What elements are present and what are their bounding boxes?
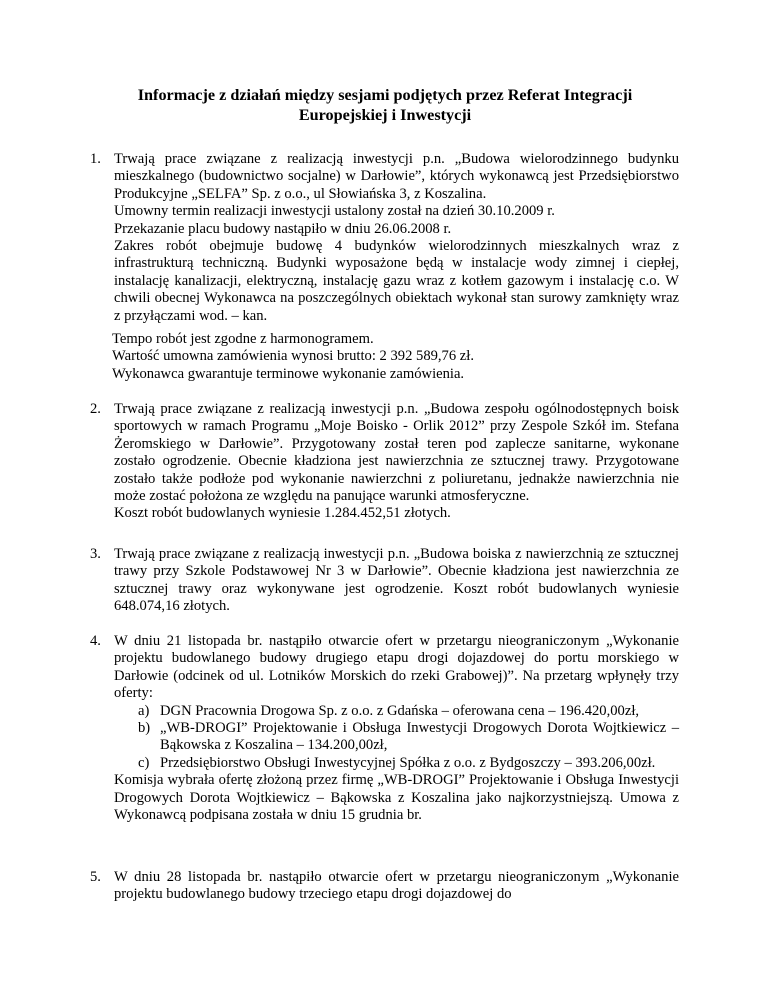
list-item-2 (90, 401, 679, 523)
item-2-description: Trwają prace związane z realizacją inwestycji p.n. „Budowa zespołu ogólnodostępnych boisk sportowych w ramach Programu „Moje Boisko - Orlik 2012” przy Zespole Szkół im. Stefana Żeromskiego w Darłowie”. Przygotowany został teren pod zaplecze sanitarne, wykonane zostało ogrodzenie. Obecnie kładziona jest nawierzchnia ze sztucznej trawy. Przygotowane zostało także podłoże pod wykonanie nawierzchni z poliuretanu, jednakże nawierzchnia nie może zostać położona ze względu na panujące warunki atmosferyczne. (114, 401, 679, 505)
item-1-schedule-note: Tempo robót jest zgodne z harmonogramem. (112, 331, 374, 347)
document-title (90, 85, 680, 125)
offer-a (114, 703, 679, 720)
item-1-scope: Zakres robót obejmuje budowę 4 budynków wielorodzinnych mieszkalnych wraz z infrastrukturą techniczną. Budynki wyposażone będą w instalacje wody zimnej i ciepłej, instalację kanalizacji, elektryczną, instalację gazu wraz z kotłem gazowym i instalację c.o. W chwili obecnej Wykonawca na poszczególnych obiektach wykonał stan surowy zamknięty wraz z przyłączami wod. – kan. (114, 238, 679, 324)
list-item-4 (90, 633, 679, 824)
item-3-description: Trwają prace związane z realizacją inwestycji p.n. „Budowa boiska z nawierzchnią ze sztucznej trawy przy Szkole Podstawowej Nr 3 w Darłowie”. Obecnie kładziona jest nawierzchnia ze sztucznej trawy oraz wykonywane jest ogrodzenie. Koszt robót budowlanych wyniesie 648.074,16 złotych. (114, 546, 679, 615)
list-item-1 (90, 151, 679, 325)
item-number: 5. (90, 869, 101, 885)
offer-label: c) (138, 754, 150, 771)
offer-label: a) (138, 702, 150, 719)
item-1-summary (112, 331, 677, 383)
item-4-description: W dniu 21 listopada br. nastąpiło otwarcie ofert w przetargu nieograniczonym „Wykonanie projektu budowlanego budowy drugiego etapu drogi dojazdowej do portu morskiego w Darłowie (odcinek od ul. Lotników Morskich do rzeki Grabowej)”. Na przetarg wpłynęły trzy oferty: (114, 633, 679, 702)
offer-c (114, 755, 679, 772)
list-item-3 (90, 546, 679, 616)
offer-text: Przedsiębiorstwo Obsługi Inwestycyjnej Spółka z o.o. z Bydgoszczy – 393.206,00zł. (160, 754, 656, 771)
item-1-handover: Przekazanie placu budowy nastąpiło w dniu 26.06.2008 r. (114, 220, 452, 237)
item-1-guarantee: Wykonawca gwarantuje terminowe wykonanie zamówienia. (112, 365, 465, 382)
offer-text: DGN Pracownia Drogowa Sp. z o.o. z Gdańska – oferowana cena – 196.420,00zł, (160, 702, 640, 719)
list-item-5 (90, 869, 679, 904)
item-1-contract-value: Wartość umowna zamówienia wynosi brutto: 2 392 589,76 zł. (112, 348, 474, 365)
item-number: 4. (90, 633, 101, 649)
offer-b (114, 720, 679, 755)
item-number: 2. (90, 401, 101, 417)
title-line-2: Europejskiej i Inwestycji (298, 106, 472, 124)
offer-label: b) (138, 720, 151, 737)
offer-text: „WB-DROGI” Projektowanie i Obsługa Inwestycji Drogowych Dorota Wojtkiewicz – Bąkowska z Koszalina – 134.200,00zł, (160, 720, 679, 754)
item-5-description: W dniu 28 listopada br. nastąpiło otwarcie ofert w przetargu nieograniczonym „Wykonanie projektu budowlanego budowy trzeciego etapu drogi dojazdowej do (114, 869, 679, 903)
item-2-cost: Koszt robót budowlanych wyniesie 1.284.452,51 złotych. (114, 505, 451, 522)
item-number: 1. (90, 151, 101, 167)
item-number: 3. (90, 546, 101, 562)
item-4-decision: Komisja wybrała ofertę złożoną przez firmę „WB-DROGI” Projektowanie i Obsługa Inwestycji Drogowych Dorota Wojtkiewicz – Bąkowska z Koszalina jako najkorzystniejszą. Umowa z Wykonawcą podpisana została w dniu 15 grudnia br. (114, 772, 679, 824)
item-1-intro: Trwają prace związane z realizacją inwestycji p.n. „Budowa wielorodzinnego budynku mieszkalnego (budownictwo socjalne) w Darłowie”, których wykonawcą jest Przedsiębiorstwo Produkcyjne „SELFA” Sp. z o.o., ul Słowiańska 3, z Koszalina. (114, 151, 679, 202)
title-line-1: Informacje z działań między sesjami podjętych przez Referat Integracji (137, 86, 633, 104)
item-1-deadline: Umowny termin realizacji inwestycji ustalony został na dzień 30.10.2009 r. (114, 203, 555, 220)
